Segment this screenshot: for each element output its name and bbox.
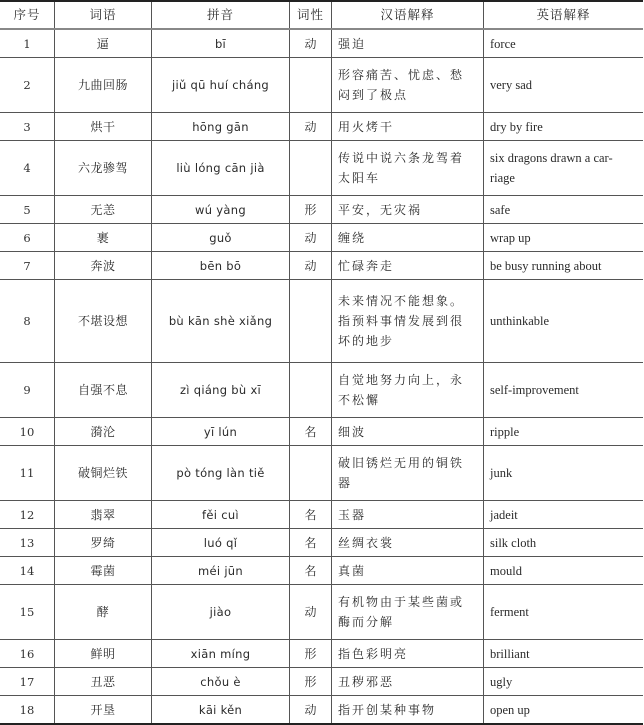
cell-pinyin: chǒu è [152, 668, 290, 696]
header-chinese-definition: 汉语解释 [332, 1, 484, 29]
table-row [0, 668, 643, 696]
cell-part-of-speech [290, 141, 332, 196]
cell-word: 逼 [55, 29, 152, 58]
cell-pinyin: méi jūn [152, 557, 290, 585]
cell-number: 14 [0, 557, 55, 585]
table-row [0, 141, 643, 196]
cell-chinese-definition: 平安，无灾祸 [332, 196, 484, 224]
cell-chinese-definition: 自觉地努力向上，永不松懈 [332, 363, 484, 418]
cell-part-of-speech [290, 363, 332, 418]
cell-number: 7 [0, 252, 55, 280]
cell-pinyin: guǒ [152, 224, 290, 252]
cell-number: 6 [0, 224, 55, 252]
cell-chinese-definition: 未来情况不能想象。指预料事情发展到很坏的地步 [332, 280, 484, 363]
cell-english-definition: be busy running about [484, 252, 644, 280]
cell-english-definition: dry by fire [484, 113, 644, 141]
cell-pinyin: xiān míng [152, 640, 290, 668]
cell-number: 1 [0, 29, 55, 58]
cell-pinyin: kāi kěn [152, 696, 290, 725]
cell-pinyin: bī [152, 29, 290, 58]
cell-english-definition: very sad [484, 58, 644, 113]
cell-number: 16 [0, 640, 55, 668]
header-part-of-speech: 词性 [290, 1, 332, 29]
cell-chinese-definition: 细波 [332, 418, 484, 446]
cell-pinyin: pò tóng làn tiě [152, 446, 290, 501]
cell-part-of-speech: 动 [290, 585, 332, 640]
cell-part-of-speech: 动 [290, 252, 332, 280]
table-row [0, 113, 643, 141]
cell-part-of-speech: 名 [290, 529, 332, 557]
cell-number: 13 [0, 529, 55, 557]
cell-pinyin: yī lún [152, 418, 290, 446]
cell-part-of-speech: 形 [290, 196, 332, 224]
table-row [0, 224, 643, 252]
cell-part-of-speech [290, 280, 332, 363]
cell-number: 2 [0, 58, 55, 113]
cell-chinese-definition: 玉器 [332, 501, 484, 529]
cell-pinyin: wú yàng [152, 196, 290, 224]
cell-part-of-speech: 名 [290, 418, 332, 446]
cell-chinese-definition: 真菌 [332, 557, 484, 585]
cell-english-definition: force [484, 29, 644, 58]
cell-english-definition: open up [484, 696, 644, 725]
cell-english-definition: mould [484, 557, 644, 585]
cell-part-of-speech: 动 [290, 113, 332, 141]
cell-english-definition: safe [484, 196, 644, 224]
cell-part-of-speech: 动 [290, 29, 332, 58]
cell-number: 9 [0, 363, 55, 418]
cell-part-of-speech: 名 [290, 501, 332, 529]
cell-chinese-definition: 传说中说六条龙驾着太阳车 [332, 141, 484, 196]
cell-pinyin: fěi cuì [152, 501, 290, 529]
cell-pinyin: hōng gān [152, 113, 290, 141]
cell-chinese-definition: 破旧锈烂无用的铜铁器 [332, 446, 484, 501]
cell-word: 翡翠 [55, 501, 152, 529]
cell-part-of-speech [290, 446, 332, 501]
cell-part-of-speech [290, 58, 332, 113]
cell-word: 裹 [55, 224, 152, 252]
cell-english-definition: unthinkable [484, 280, 644, 363]
cell-english-definition: brilliant [484, 640, 644, 668]
cell-part-of-speech: 形 [290, 668, 332, 696]
cell-number: 12 [0, 501, 55, 529]
cell-english-definition: junk [484, 446, 644, 501]
cell-chinese-definition: 丑秽邪恶 [332, 668, 484, 696]
table-row [0, 585, 643, 640]
cell-word: 罗绮 [55, 529, 152, 557]
cell-word: 霉菌 [55, 557, 152, 585]
cell-number: 15 [0, 585, 55, 640]
cell-part-of-speech: 动 [290, 696, 332, 725]
table-row [0, 640, 643, 668]
cell-pinyin: bù kān shè xiǎng [152, 280, 290, 363]
cell-word: 破铜烂铁 [55, 446, 152, 501]
cell-part-of-speech: 动 [290, 224, 332, 252]
cell-chinese-definition: 指开创某种事物 [332, 696, 484, 725]
cell-word: 九曲回肠 [55, 58, 152, 113]
table-row [0, 446, 643, 501]
table-row [0, 58, 643, 113]
cell-part-of-speech: 形 [290, 640, 332, 668]
table-row [0, 501, 643, 529]
cell-word: 奔波 [55, 252, 152, 280]
cell-word: 烘干 [55, 113, 152, 141]
table-header-row [0, 1, 643, 29]
cell-pinyin: luó qǐ [152, 529, 290, 557]
cell-number: 10 [0, 418, 55, 446]
cell-english-definition: ugly [484, 668, 644, 696]
cell-english-definition: six dragons drawn a car-riage [484, 141, 644, 196]
table-row [0, 252, 643, 280]
cell-english-definition: wrap up [484, 224, 644, 252]
cell-part-of-speech: 名 [290, 557, 332, 585]
table-row [0, 418, 643, 446]
header-word: 词语 [55, 1, 152, 29]
header-pinyin: 拼音 [152, 1, 290, 29]
cell-chinese-definition: 缠绕 [332, 224, 484, 252]
cell-pinyin: jiǔ qū huí cháng [152, 58, 290, 113]
cell-english-definition: jadeit [484, 501, 644, 529]
cell-word: 无恙 [55, 196, 152, 224]
table-row [0, 29, 643, 58]
cell-number: 17 [0, 668, 55, 696]
cell-number: 11 [0, 446, 55, 501]
cell-word: 不堪设想 [55, 280, 152, 363]
cell-english-definition: ripple [484, 418, 644, 446]
cell-word: 开垦 [55, 696, 152, 725]
cell-number: 3 [0, 113, 55, 141]
cell-word: 酵 [55, 585, 152, 640]
cell-pinyin: liù lóng cān jià [152, 141, 290, 196]
cell-chinese-definition: 丝绸衣裳 [332, 529, 484, 557]
cell-chinese-definition: 强迫 [332, 29, 484, 58]
cell-number: 5 [0, 196, 55, 224]
table-row [0, 696, 643, 725]
cell-chinese-definition: 形容痛苦、忧虑、愁闷到了极点 [332, 58, 484, 113]
cell-number: 18 [0, 696, 55, 725]
table-row [0, 557, 643, 585]
cell-pinyin: zì qiáng bù xī [152, 363, 290, 418]
cell-chinese-definition: 用火烤干 [332, 113, 484, 141]
cell-english-definition: silk cloth [484, 529, 644, 557]
cell-chinese-definition: 指色彩明亮 [332, 640, 484, 668]
cell-chinese-definition: 忙碌奔走 [332, 252, 484, 280]
header-number: 序号 [0, 1, 55, 29]
cell-english-definition: ferment [484, 585, 644, 640]
cell-english-definition: self-improvement [484, 363, 644, 418]
cell-word: 丑恶 [55, 668, 152, 696]
table-row [0, 196, 643, 224]
cell-number: 4 [0, 141, 55, 196]
cell-pinyin: jiào [152, 585, 290, 640]
header-english-definition: 英语解释 [484, 1, 644, 29]
cell-word: 鲜明 [55, 640, 152, 668]
cell-word: 漪沦 [55, 418, 152, 446]
cell-word: 自强不息 [55, 363, 152, 418]
cell-chinese-definition: 有机物由于某些菌或酶而分解 [332, 585, 484, 640]
cell-word: 六龙骖驾 [55, 141, 152, 196]
table-row [0, 529, 643, 557]
table-row [0, 280, 643, 363]
table-row [0, 363, 643, 418]
cell-pinyin: bēn bō [152, 252, 290, 280]
cell-number: 8 [0, 280, 55, 363]
